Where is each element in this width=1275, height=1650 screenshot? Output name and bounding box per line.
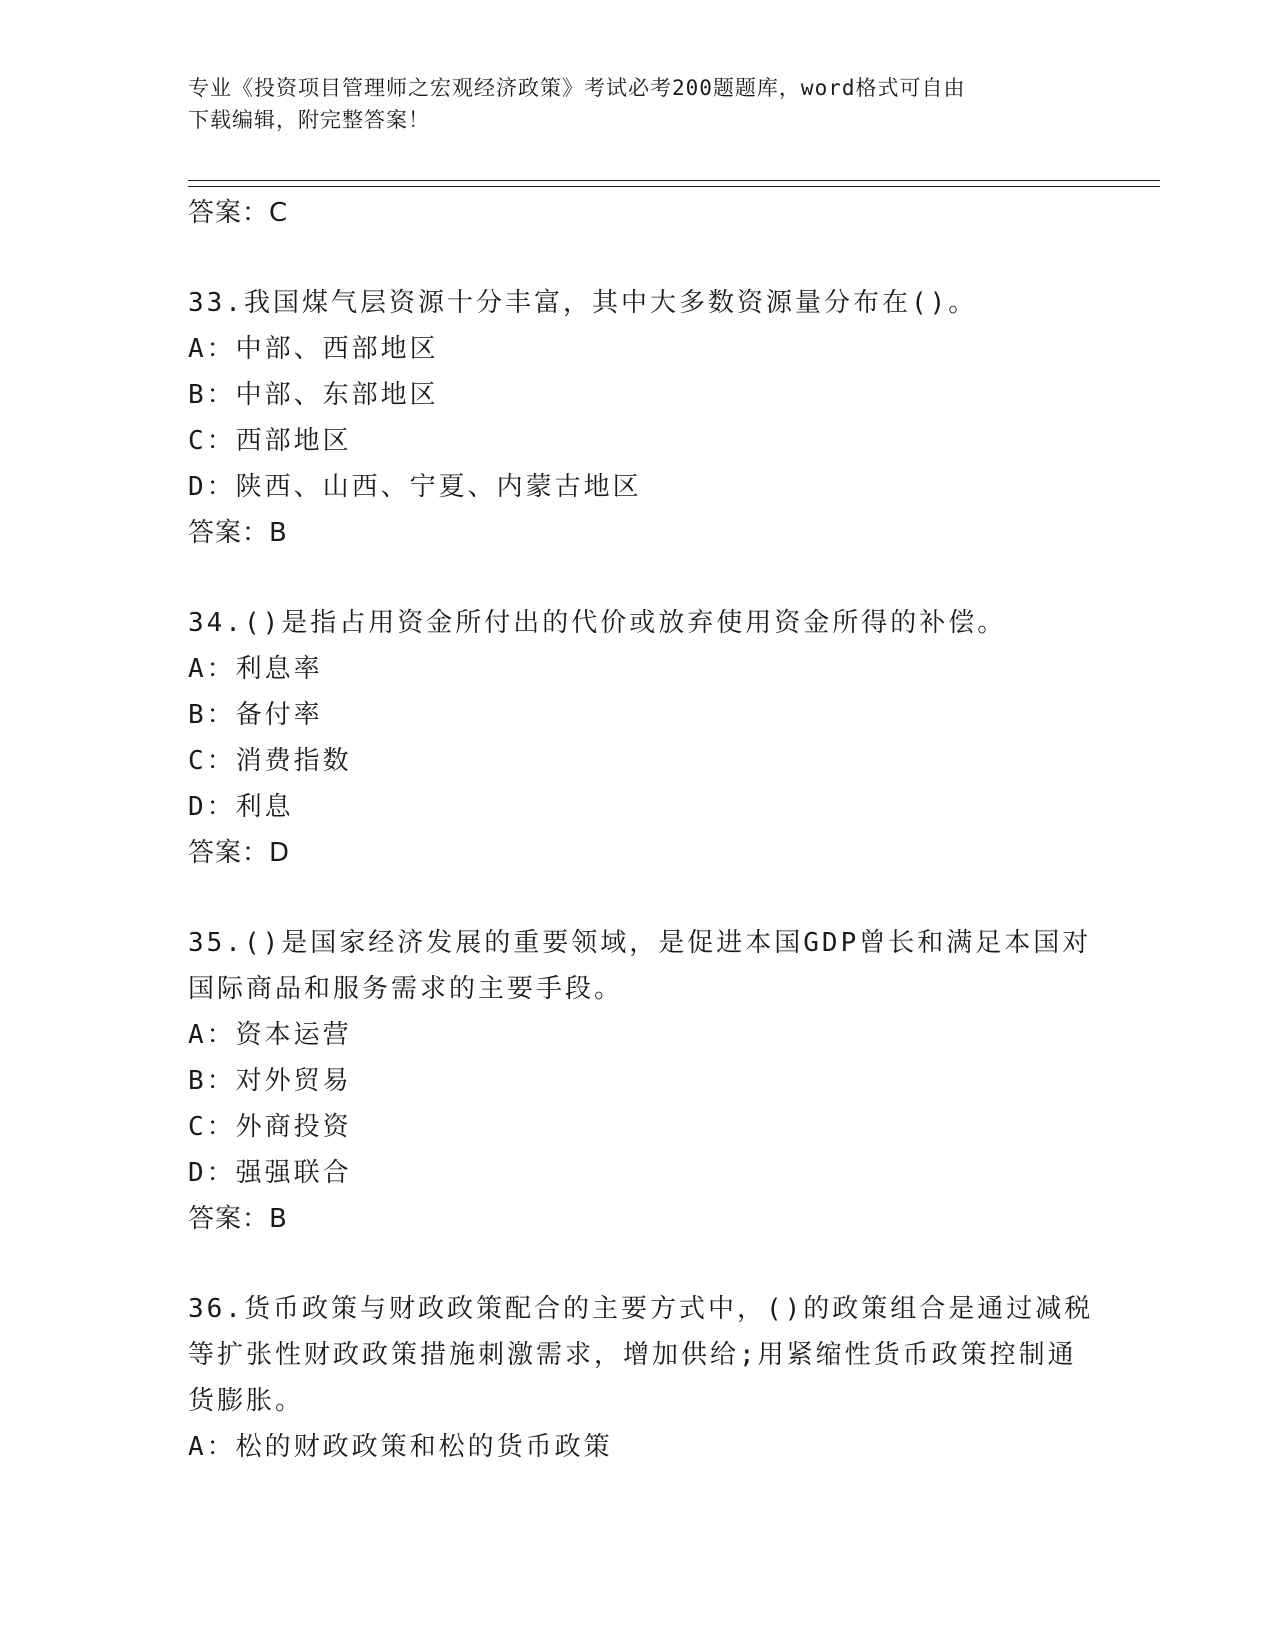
question-list (188, 190, 1094, 1470)
header-line-1: 专业《投资项目管理师之宏观经济政策》考试必考200题题库，word格式可自由 (188, 76, 966, 100)
option-c: C：外商投资 (188, 1112, 352, 1142)
option-b: B：中部、东部地区 (188, 380, 439, 410)
question-stem: 34.()是指占用资金所付出的代价或放弃使用资金所得的补偿。 (188, 608, 1007, 638)
option-d: D：强强联合 (188, 1158, 352, 1188)
option-d: D：利息 (188, 792, 294, 822)
option-c: C：消费指数 (188, 746, 352, 776)
question-stem: 36.货币政策与财政政策配合的主要方式中，()的政策组合是通过减税 (188, 1294, 1094, 1324)
question-stem: 35.()是国家经济发展的重要领域，是促进本国GDP曾长和满足本国对 (188, 928, 1092, 958)
spacer (188, 236, 1088, 280)
question-stem-continued: 货膨胀。 (188, 1386, 305, 1416)
answer-line: 答案：B (188, 1204, 288, 1234)
question-stem-continued: 国际商品和服务需求的主要手段。 (188, 974, 624, 1004)
question-stem-continued: 等扩张性财政政策措施刺激需求，增加供给;用紧缩性货币政策控制通 (188, 1340, 1077, 1370)
spacer (188, 1242, 1088, 1286)
option-b: B：备付率 (188, 700, 323, 730)
question-stem: 33.我国煤气层资源十分丰富，其中大多数资源量分布在()。 (188, 288, 978, 318)
header-divider-bottom (188, 186, 1160, 187)
question-35 (188, 920, 1092, 1242)
question-34 (188, 600, 1088, 876)
option-a: A：松的财政政策和松的货币政策 (188, 1432, 613, 1462)
option-a: A：利息率 (188, 654, 323, 684)
option-d: D：陕西、山西、宁夏、内蒙古地区 (188, 472, 642, 502)
answer-line: 答案：B (188, 518, 288, 548)
option-a: A：中部、西部地区 (188, 334, 439, 364)
option-a: A：资本运营 (188, 1020, 352, 1050)
answer-line: 答案：D (188, 838, 291, 868)
header-line-2: 下载编辑，附完整答案！ (188, 108, 430, 132)
option-c: C：西部地区 (188, 426, 352, 456)
answer-line: 答案：C (188, 198, 289, 228)
document-header (188, 72, 1088, 136)
question-36 (188, 1286, 1094, 1470)
spacer (188, 876, 1088, 920)
header-divider-top (188, 180, 1160, 181)
option-b: B：对外贸易 (188, 1066, 352, 1096)
spacer (188, 556, 1088, 600)
question-33 (188, 280, 1088, 556)
